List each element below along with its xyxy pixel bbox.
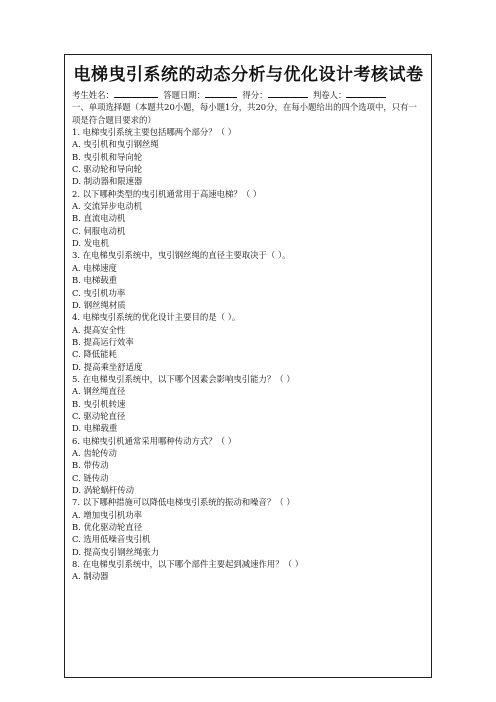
answer-option[interactable]: C. 驱动轮和导向轮 xyxy=(72,164,143,175)
answer-option[interactable]: D. 发电机 xyxy=(72,238,109,249)
question-stem: 8. 在电梯曳引系统中，以下哪个部件主要起到减速作用？（ ） xyxy=(72,559,304,570)
answer-option[interactable]: C. 选用低噪音曳引机 xyxy=(72,534,151,545)
answer-option[interactable]: B. 直流电动机 xyxy=(72,213,126,224)
answer-option[interactable]: B. 提高运行效率 xyxy=(72,336,134,347)
answer-option[interactable]: D. 涡轮蜗杆传动 xyxy=(72,485,134,495)
answer-option[interactable]: A. 提高安全性 xyxy=(72,324,126,335)
question-stem: 1. 电梯曳引系统主要包括哪两个部分？（ ） xyxy=(72,127,237,138)
answer-option[interactable]: D. 制动器和限速器 xyxy=(72,176,143,187)
answer-option[interactable]: B. 带传动 xyxy=(72,460,109,471)
candidate-info-row xyxy=(72,89,425,101)
answer-option[interactable]: A. 交流异步电动机 xyxy=(72,201,142,212)
score-label: 得分： xyxy=(242,90,268,100)
grader-label: 判卷人： xyxy=(312,90,347,100)
answer-option[interactable]: C. 曳引机功率 xyxy=(72,287,126,298)
section-header: 一、单项选择题（本题共20小题，每小题1分，共20分，在每小题给出的四个选项中，只有一项是符合题目要求的） xyxy=(72,102,417,125)
answer-option[interactable]: D. 钢丝绳材质 xyxy=(72,299,126,310)
answer-option[interactable]: A. 曳引机和曳引钢丝绳 xyxy=(72,139,159,150)
question-stem: 5. 在电梯曳引系统中，以下哪个因素会影响曳引能力？（ ） xyxy=(72,373,295,384)
grader-blank[interactable] xyxy=(346,89,386,98)
score-blank[interactable] xyxy=(268,89,308,98)
question-stem: 2. 以下哪种类型的曳引机通常用于高速电梯？（ ） xyxy=(72,188,262,199)
answer-option[interactable]: A. 钢丝绳直径 xyxy=(72,386,126,397)
exam-title: 电梯曳引系统的动态分析与优化设计考核试卷 xyxy=(73,65,424,85)
answer-option[interactable]: B. 电梯载重 xyxy=(72,275,117,286)
answer-option[interactable]: D. 提高乘坐舒适度 xyxy=(72,361,143,372)
name-blank[interactable] xyxy=(114,89,158,98)
name-label: 考生姓名： xyxy=(72,90,114,100)
answer-option[interactable]: D. 电梯载重 xyxy=(72,423,118,434)
answer-option[interactable]: B. 曳引机转速 xyxy=(72,398,126,409)
question-stem: 3. 在电梯曳引系统中，曳引钢丝绳的直径主要取决于（ ）。 xyxy=(72,250,291,261)
answer-option[interactable]: A. 电梯速度 xyxy=(72,262,117,273)
question-stem: 7. 以下哪种措施可以降低电梯曳引系统的振动和噪音？（ ） xyxy=(72,497,295,508)
answer-option[interactable]: B. 优化驱动轮直径 xyxy=(72,522,143,533)
exam-sheet xyxy=(64,54,432,678)
date-blank[interactable] xyxy=(205,89,237,98)
answer-option[interactable]: D. 提高曳引钢丝绳张力 xyxy=(72,546,160,557)
date-label: 答题日期： xyxy=(163,90,206,100)
question-stem: 4. 电梯曳引系统的优化设计主要目的是（ ）。 xyxy=(72,312,241,323)
answer-option[interactable]: C. 伺服电动机 xyxy=(72,225,126,236)
answer-option[interactable]: A. 制动器 xyxy=(72,571,109,582)
answer-option[interactable]: C. 链传动 xyxy=(72,472,109,483)
question-stem: 6. 电梯曳引机通常采用哪种传动方式？（ ） xyxy=(72,435,237,446)
answer-option[interactable]: B. 曳引机和导向轮 xyxy=(72,151,143,162)
answer-option[interactable]: A. 增加曳引机功率 xyxy=(72,509,142,520)
question-list xyxy=(72,126,425,583)
answer-option[interactable]: C. 驱动轮直径 xyxy=(72,410,126,421)
answer-option[interactable]: A. 齿轮传动 xyxy=(72,447,117,458)
answer-option[interactable]: C. 降低能耗 xyxy=(72,349,117,360)
